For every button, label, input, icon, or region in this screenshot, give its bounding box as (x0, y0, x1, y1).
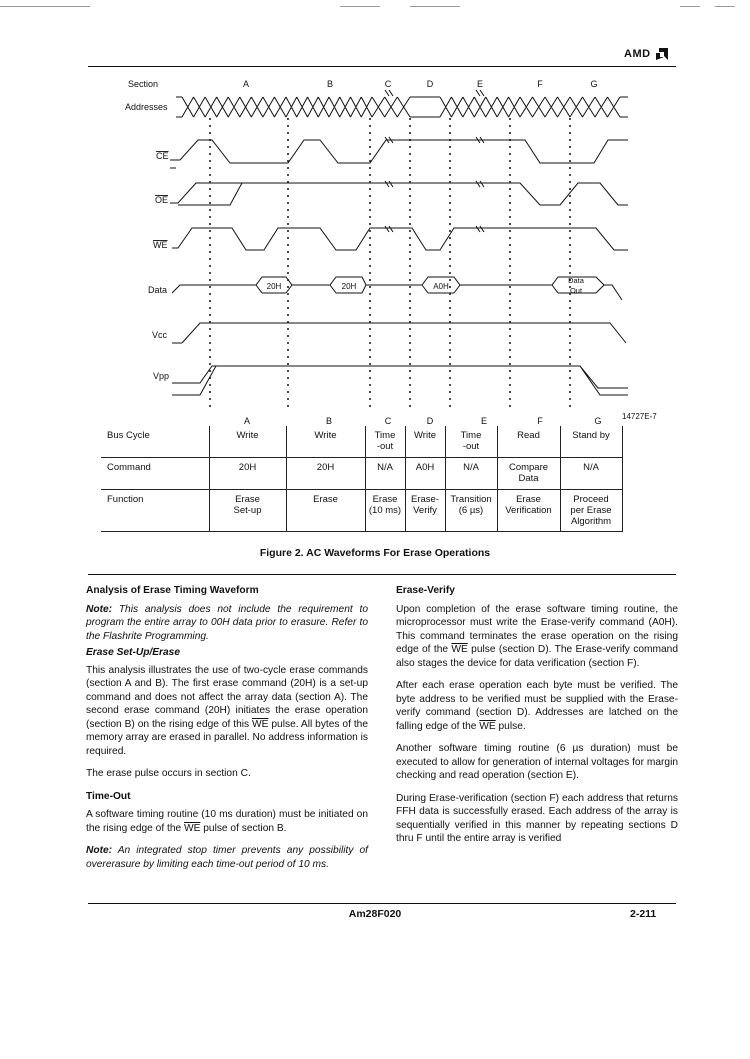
section-letter: E (476, 79, 484, 89)
section-letter: B (326, 79, 334, 89)
top-scan-line (680, 6, 700, 7)
signal-label: Vcc (152, 330, 168, 340)
figure-code: 14727E-7 (622, 412, 657, 421)
table-cell: Time -out (365, 426, 405, 457)
table-cell: Erase Set-up (209, 489, 286, 531)
waveform-traces (170, 90, 628, 395)
footer-rule (88, 903, 676, 904)
figure-caption: Figure 2. AC Waveforms For Erase Operations (259, 547, 491, 559)
time-break-mark (385, 226, 393, 232)
signal-label: Data (148, 285, 168, 295)
table-cell: Proceed per Erase Algorithm (560, 489, 622, 531)
table-cell: N/A (365, 457, 405, 489)
vcc-trace (172, 323, 626, 343)
table-column-letter: B (325, 416, 333, 425)
table-cell: Write (405, 426, 445, 457)
paragraph: Another software timing routine (6 µs duration) must be executed to allow for generation of internal voltages for margin checking and read operation (section E). (396, 743, 678, 781)
table-cell: N/A (560, 457, 622, 489)
table-cell: Erase Verification (497, 489, 560, 531)
table-column-letter: A (243, 416, 251, 425)
table-cell: A0H (405, 457, 445, 489)
top-scan-line (340, 6, 380, 7)
paragraph: The erase pulse occurs in section C. (86, 768, 251, 779)
time-break-mark (476, 90, 484, 96)
paragraph: During Erase-verification (section F) each address that returns FFH data is successfully erased. Each address of the array is sequentially verified in this manner by repeating sections D thru F until the entire array is verified (396, 792, 678, 844)
section-letter: D (426, 79, 434, 89)
table-cell: Erase- Verify (405, 489, 445, 531)
top-scan-line (715, 6, 735, 7)
ce-trace (170, 140, 628, 163)
vpp-trace (172, 366, 628, 395)
section-letter: C (384, 79, 392, 89)
table-cell: 20H (286, 457, 365, 489)
data-value: 20H (266, 282, 282, 291)
table-column-letter: D (426, 416, 434, 425)
amd-arrow-icon (655, 47, 669, 61)
top-scan-line (410, 6, 460, 7)
data-value: 20H (341, 282, 357, 291)
signal-label: Section (128, 79, 159, 89)
amd-logo (624, 47, 669, 61)
row-label: Bus Cycle (101, 426, 209, 457)
footer-page-number: 2-211 (630, 908, 657, 920)
footer-part-number: Am28F020 (348, 908, 402, 920)
waveform-labels (125, 79, 602, 425)
paragraph: Upon completion of the erase software timing routine, the microprocessor must write the Erase-verify command (A0H). This command terminates the erase operation on the rising edge of the $\overline{WE}$ pulse (section D). The Erase-verify command also stages the device for data verification (section F). (396, 603, 678, 669)
paragraph: This analysis illustrates the use of two-cycle erase commands (section A and B). The first erase command (20H) is a set-up command and does not affect the array data (section A). The second erase command (20H) initiates the erase operation (section B) on the rising edge of this $\overline{WE}$ pulse. All bytes of the memory array are erased in parallel. No address information is required. (86, 664, 368, 757)
data-value: Out (569, 286, 583, 295)
caption-rule (88, 574, 676, 575)
table-column-letter: F (537, 416, 543, 425)
left-column (86, 584, 368, 874)
oe-trace (170, 183, 628, 205)
table-cell: Write (286, 426, 365, 457)
signal-label: CE (156, 151, 169, 161)
section-letter: A (242, 79, 250, 89)
row-label: Command (101, 457, 209, 489)
top-scan-line (0, 6, 90, 7)
paragraph: After each erase operation each byte must be verified. The byte address to be verified must be supplied with the Erase-verify command (section D). Addresses are latched on the falling edge of the $\overline{WE}$ pulse. (396, 680, 678, 732)
address-bus-trace (176, 97, 628, 117)
table-row (101, 457, 622, 489)
section-heading: Analysis of Erase Timing Waveform (86, 585, 259, 596)
table-row (101, 426, 622, 457)
right-column (396, 584, 678, 855)
table-cell: Time -out (445, 426, 497, 457)
table-row (101, 489, 622, 531)
brand-name: AMD (624, 48, 651, 60)
note: Note: An integrated stop timer prevents any possibility of overerasure by limiting each time-out period of 10 ms. (86, 845, 368, 870)
table-cell: Transition (6 µs) (445, 489, 497, 531)
table-cell: Erase (286, 489, 365, 531)
time-break-mark (385, 181, 393, 187)
table-column-letter: E (480, 416, 488, 425)
table-cell: Read (497, 426, 560, 457)
row-label: Function (101, 489, 209, 531)
signal-label: WE (153, 240, 168, 250)
bus-cycle-table (101, 426, 623, 532)
section-letter: G (590, 79, 598, 89)
table-cell: Erase (10 ms) (365, 489, 405, 531)
data-value: Data (568, 276, 584, 285)
table-column-letter: G (594, 416, 602, 425)
time-break-mark (385, 90, 393, 96)
section-letter: F (537, 79, 543, 89)
signal-label: Vpp (153, 371, 170, 381)
we-trace (172, 228, 628, 250)
table-column-letter: C (384, 416, 392, 425)
signal-label: OE (155, 195, 169, 205)
table-cell: 20H (209, 457, 286, 489)
time-break-mark (476, 226, 484, 232)
table-cell: Write (209, 426, 286, 457)
subheading: Erase Set-Up/Erase (86, 647, 181, 658)
paragraph: A software timing routine (10 ms duration) must be initiated on the rising edge of the $\overline{WE}$ pulse of section B. (86, 809, 368, 834)
table-cell: Compare Data (497, 457, 560, 489)
table-cell: N/A (445, 457, 497, 489)
time-break-mark (476, 181, 484, 187)
header-rule (88, 66, 676, 67)
ac-waveform-diagram (0, 70, 750, 425)
signal-label: Addresses (125, 102, 168, 112)
section-heading: Time-Out (86, 790, 131, 802)
data-boxes (256, 285, 604, 293)
section-heading: Erase-Verify (396, 585, 455, 596)
note: Note: This analysis does not include the requirement to program the entire array to 00H data prior to erasure. Refer to the Flashrite Programming. (86, 603, 368, 642)
data-value: A0H (433, 282, 449, 291)
table-cell: Stand by (560, 426, 622, 457)
